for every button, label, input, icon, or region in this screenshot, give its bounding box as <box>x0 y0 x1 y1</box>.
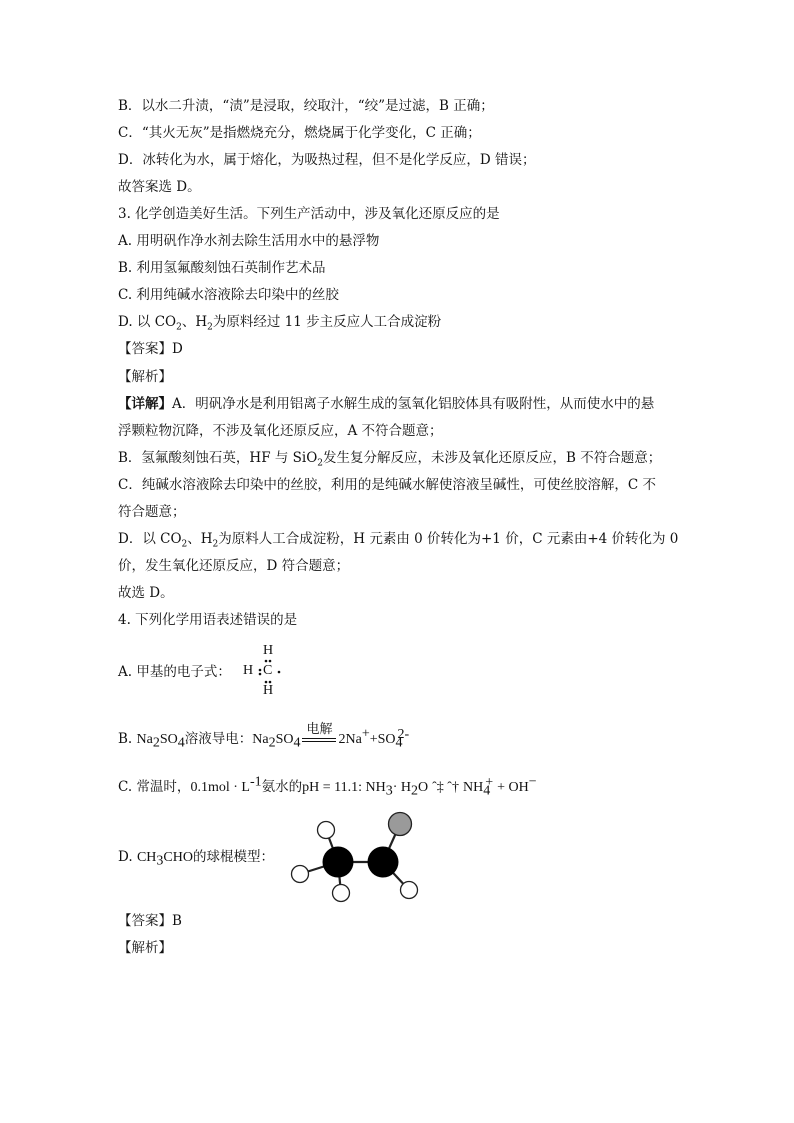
q3-option-c: C. 利用纯碱水溶液除去印染中的丝胶 <box>118 287 339 303</box>
q3-stem: 3. 化学创造美好生活。下列生产活动中，涉及氧化还原反应的是 <box>118 206 500 222</box>
hydrogen-atom <box>292 866 309 883</box>
q4-analysis-label: 【解析】 <box>118 940 172 956</box>
electrolysis-arrow: 电解 <box>302 738 336 742</box>
acetaldehyde-ball-stick-model <box>288 808 420 908</box>
q3-detail-a: 【详解】A．明矾净水是利用铝离子水解生成的氢氧化铝胶体具有吸附性，从而使水中的悬 <box>118 396 655 412</box>
q3-answer: 【答案】D <box>118 341 183 357</box>
q4-stem: 4. 下列化学用语表述错误的是 <box>118 612 298 628</box>
q4-option-d: D. $CH_3CHO$的球棍模型： <box>118 849 274 869</box>
hydrogen-atom <box>333 885 350 902</box>
methyl-h-bottom: H <box>263 683 274 698</box>
analysis-line-c: C．“其火无灰”是指燃烧充分，燃烧属于化学变化，C 正确； <box>118 125 481 141</box>
q3-detail-d: D．以 $CO_2$、$H_2$为原料人工合成淀粉，H 元素由 0 价转化为+1 价，C 元素由+4 价转化为 0 <box>118 531 679 550</box>
electron-dots <box>243 643 283 701</box>
q3-detail-a-cont: 浮颗粒物沉降，不涉及氧化还原反应，A 不符合题意； <box>118 423 443 439</box>
hydrogen-atom <box>401 882 418 899</box>
q4-option-c: C. 常温时，$0.1mol \cdot L^{-1}$氨水的pH = 11.1: $NH_3\cdot H_2O$ ˆ‡ ˆ† $NH_4^+ + OH^-$ <box>118 774 537 799</box>
q3-detail-b: B．氢氟酸刻蚀石英，HF 与 SiO$_2$发生复分解反应，未涉及氧化还原反应，B 不符合题意； <box>118 450 662 469</box>
methyl-c: C <box>263 663 273 678</box>
q3-option-a: A. 用明矾作净水剂去除生活用水中的悬浮物 <box>118 233 380 249</box>
q3-conclusion: 故选 D。 <box>118 585 174 601</box>
methyl-electron-formula <box>243 643 283 701</box>
carbon-atom <box>323 847 354 878</box>
q4-option-a: A. 甲基的电子式： <box>118 664 231 680</box>
carbon-atom <box>368 847 399 878</box>
q4-answer: 【答案】B <box>118 913 182 929</box>
analysis-line-d: D．冰转化为水，属于熔化，为吸热过程，但不是化学反应，D 错误； <box>118 152 536 168</box>
q4-option-b: B. $Na_2SO_4$溶液导电：$Na_2SO_4$ 电解 $2Na^++SO_4^{2-}$ <box>118 721 410 751</box>
equilibrium-glyph: ˆ‡ ˆ† <box>432 780 459 795</box>
detail-label: 【详解】 <box>118 396 172 412</box>
q3-analysis-label: 【解析】 <box>118 369 172 385</box>
analysis-conclusion: 故答案选 D。 <box>118 179 201 195</box>
q3-option-b: B. 利用氢氟酸刻蚀石英制作艺术品 <box>118 260 326 276</box>
q3-detail-d-cont: 价，发生氧化还原反应，D 符合题意； <box>118 558 350 574</box>
oxygen-atom <box>389 813 412 836</box>
methyl-h-top: H <box>263 643 274 658</box>
hydrogen-atom <box>318 822 335 839</box>
q3-option-d: D. 以 $CO_2$、$H_2$为原料经过 11 步主反应人工合成淀粉 <box>118 314 442 333</box>
q3-detail-c-cont: 符合题意； <box>118 504 186 520</box>
methyl-h-left: H <box>243 663 254 678</box>
analysis-line-b: B．以水二升渍，“渍”是浸取，绞取汁，“绞”是过滤，B 正确； <box>118 98 494 114</box>
q3-detail-c: C．纯碱水溶液除去印染中的丝胶，利用的是纯碱水解使溶液呈碱性，可使丝胶溶解，C 不 <box>118 477 656 493</box>
